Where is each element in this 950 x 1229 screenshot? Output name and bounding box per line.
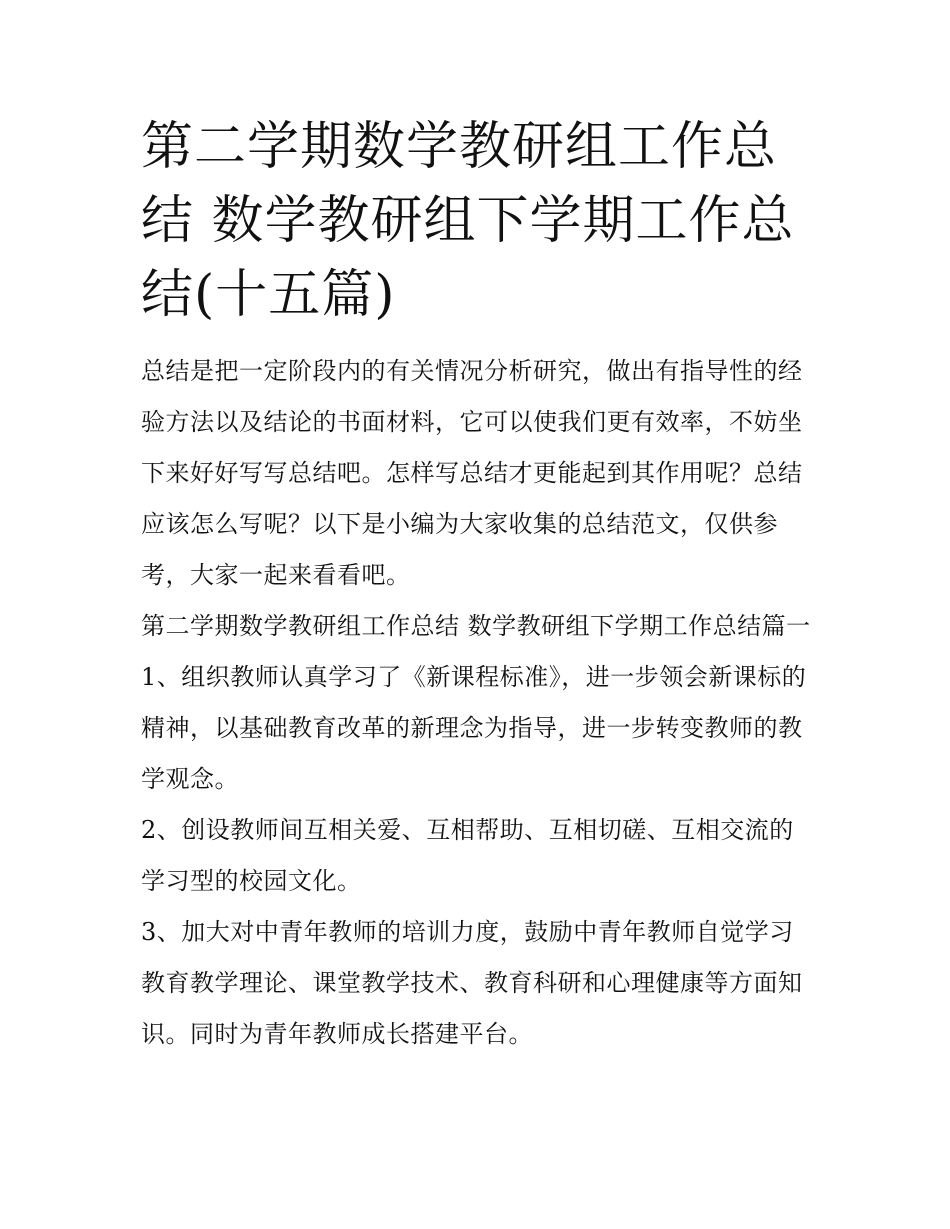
document-title: 第二学期数学教研组工作总结 数学教研组下学期工作总结(十五篇) xyxy=(141,117,795,325)
section-heading: 第二学期数学教研组工作总结 数学教研组下学期工作总结篇一 xyxy=(141,612,811,640)
list-item: 2、创设教师间互相关爱、互相帮助、互相切磋、互相交流的学习型的校园文化。 xyxy=(141,816,794,895)
intro-paragraph: 总结是把一定阶段内的有关情况分析研究，做出有指导性的经验方法以及结论的书面材料，它可以使我们更有效率，不妨坐下来好好写写总结吧。怎样写总结才更能起到其作用呢？总结应该怎么写呢？以下是小编为大家收集的总结范文，仅供参考，大家一起来看看吧。 xyxy=(141,357,803,589)
list-item: 1、组织教师认真学习了《新课程标准》，进一步领会新课标的精神，以基础教育改革的新理念为指导，进一步转变教师的教学观念。 xyxy=(141,663,807,793)
document-page xyxy=(141,110,813,1060)
list-item: 3、加大对中青年教师的培训力度，鼓励中青年教师自觉学习教育教学理论、课堂教学技术、教育科研和心理健康等方面知识。同时为青年教师成长搭建平台。 xyxy=(141,918,803,1048)
